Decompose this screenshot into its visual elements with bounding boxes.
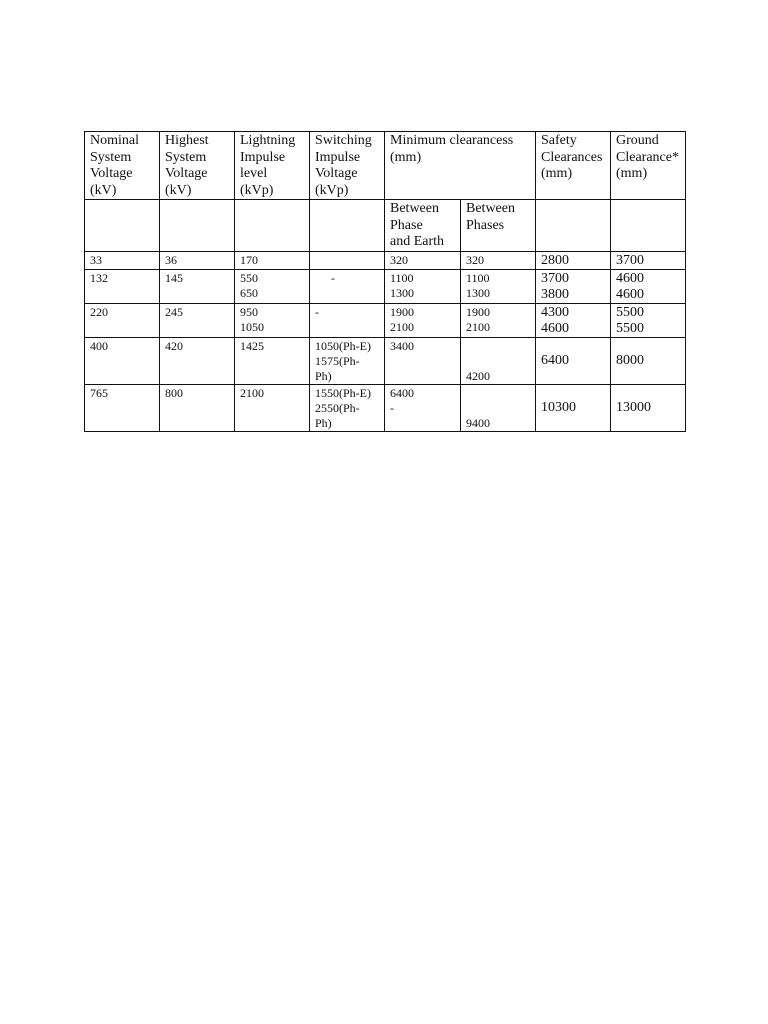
cell-safety: 3700 3800	[536, 269, 611, 303]
cell-ground: 8000	[611, 337, 686, 384]
table-row	[85, 251, 686, 269]
header-ground-clearance: Ground Clearance* (mm)	[611, 132, 686, 200]
cell-ground: 4600 4600	[611, 269, 686, 303]
header-lightning-impulse: Lightning Impulse level (kVp)	[235, 132, 310, 200]
cell-phases: 9400	[461, 384, 536, 431]
empty-cell	[160, 200, 235, 252]
cell-highest: 420	[160, 337, 235, 384]
cell-lightning: 2100	[235, 384, 310, 431]
header-between-phase-earth: Between Phase and Earth	[385, 200, 461, 252]
cell-highest: 800	[160, 384, 235, 431]
header-highest-voltage: Highest System Voltage (kV)	[160, 132, 235, 200]
cell-phases: 1100 1300	[461, 269, 536, 303]
cell-phase-earth: 3400	[385, 337, 461, 384]
header-row-sub	[85, 200, 686, 252]
cell-safety: 10300	[536, 384, 611, 431]
cell-phases: 4200	[461, 337, 536, 384]
table-row	[85, 303, 686, 337]
cell-phases: 1900 2100	[461, 303, 536, 337]
empty-cell	[611, 200, 686, 252]
cell-switching: 1550(Ph-E) 2550(Ph- Ph)	[310, 384, 385, 431]
switching-dash: -	[331, 270, 335, 285]
header-minimum-clearances: Minimum clearancess (mm)	[385, 132, 536, 200]
cell-lightning: 1425	[235, 337, 310, 384]
cell-ground: 5500 5500	[611, 303, 686, 337]
cell-nominal: 400	[85, 337, 160, 384]
cell-ground: 3700	[611, 251, 686, 269]
cell-highest: 245	[160, 303, 235, 337]
cell-phase-earth: 6400 -	[385, 384, 461, 431]
cell-lightning: 950 1050	[235, 303, 310, 337]
table-row	[85, 337, 686, 384]
cell-safety: 4300 4600	[536, 303, 611, 337]
cell-nominal: 765	[85, 384, 160, 431]
cell-nominal: 220	[85, 303, 160, 337]
cell-switching	[310, 251, 385, 269]
cell-safety: 2800	[536, 251, 611, 269]
header-switching-impulse: Switching Impulse Voltage (kVp)	[310, 132, 385, 200]
header-safety-clearances: Safety Clearances (mm)	[536, 132, 611, 200]
empty-cell	[536, 200, 611, 252]
cell-phase-earth: 1100 1300	[385, 269, 461, 303]
cell-highest: 145	[160, 269, 235, 303]
header-nominal-voltage: Nominal System Voltage (kV)	[85, 132, 160, 200]
cell-switching	[310, 269, 385, 303]
table-row	[85, 384, 686, 431]
cell-phases: 320	[461, 251, 536, 269]
cell-highest: 36	[160, 251, 235, 269]
cell-switching: 1050(Ph-E) 1575(Ph- Ph)	[310, 337, 385, 384]
cell-switching: -	[310, 303, 385, 337]
cell-lightning: 550 650	[235, 269, 310, 303]
header-row-main	[85, 132, 686, 200]
cell-phase-earth: 1900 2100	[385, 303, 461, 337]
cell-lightning: 170	[235, 251, 310, 269]
cell-nominal: 33	[85, 251, 160, 269]
cell-ground: 13000	[611, 384, 686, 431]
cell-phase-earth: 320	[385, 251, 461, 269]
empty-cell	[310, 200, 385, 252]
table-row	[85, 269, 686, 303]
cell-nominal: 132	[85, 269, 160, 303]
empty-cell	[85, 200, 160, 252]
clearance-table	[84, 131, 686, 432]
empty-cell	[235, 200, 310, 252]
cell-safety: 6400	[536, 337, 611, 384]
header-between-phases: Between Phases	[461, 200, 536, 252]
